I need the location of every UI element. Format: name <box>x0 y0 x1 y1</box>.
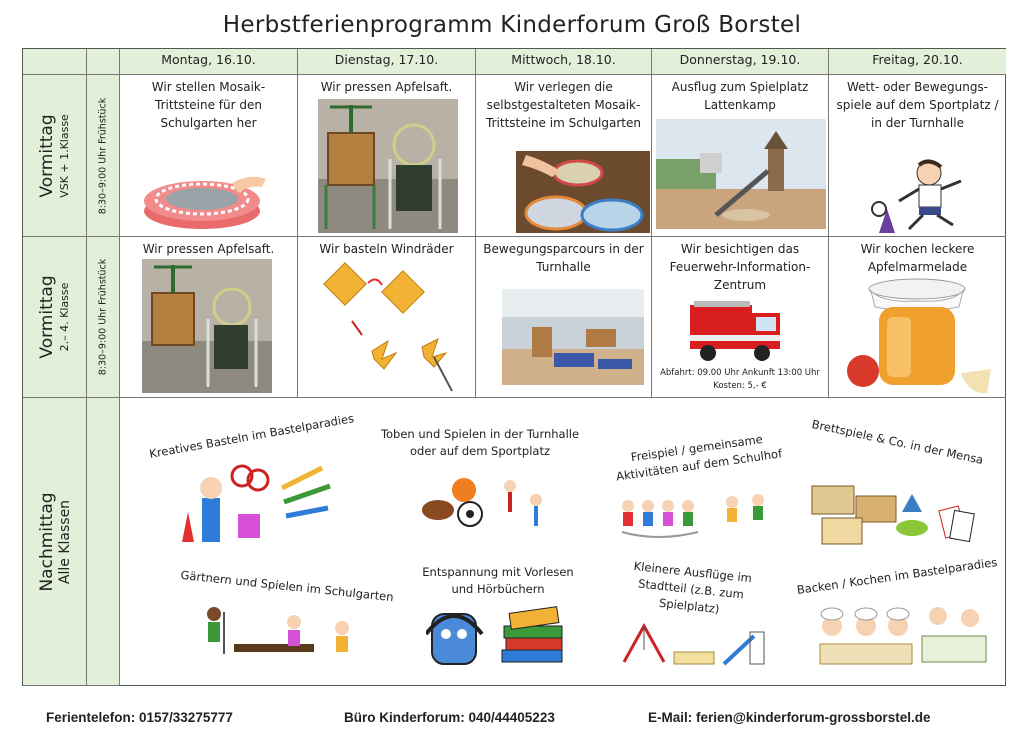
row-time-3 <box>87 398 120 686</box>
corner-cell-2 <box>87 49 120 75</box>
activity-cell <box>652 75 829 237</box>
activity-cell <box>652 237 829 398</box>
afternoon-activity: Backen / Kochen im Bastelparadies <box>795 555 999 598</box>
office-phone: Büro Kinderforum: 040/44405223 <box>344 710 555 725</box>
jam-jar-icon <box>843 277 993 395</box>
cost-note: Kosten: 5,- € <box>713 381 767 391</box>
playground-icon <box>656 119 826 229</box>
activity-text: Wir verlegen die selbstgestalteten Mosaik-Trittsteine im Schulgarten <box>486 80 641 130</box>
departure-note: Abfahrt: 09.00 Uhr Ankunft 13:00 Uhr <box>660 368 820 378</box>
activity-cell <box>476 237 652 398</box>
activity-text: Wir basteln Windräder <box>319 242 454 256</box>
activity-text: Wett- oder Bewegungs-spiele auf dem Sportplatz / in der Turnhalle <box>836 80 999 130</box>
activity-cell <box>829 75 1006 237</box>
afternoon-activity: Brettspiele & Co. in der Mensa <box>810 416 985 468</box>
cooking-kids-icon <box>812 596 992 676</box>
fruit-press-icon <box>318 99 458 233</box>
holiday-phone: Ferientelefon: 0157/33275777 <box>46 710 233 725</box>
activity-text: Wir pressen Apfelsaft. <box>320 80 453 94</box>
afternoon-activity: Entspannung mit Vorlesen und Hörbüchern <box>422 565 574 596</box>
fire-truck-icon <box>688 295 784 363</box>
day-header: Donnerstag, 19.10. <box>652 49 829 75</box>
stepping-stones-icon <box>516 151 650 233</box>
breakfast-time: 8:30–9:00 Uhr Frühstück <box>97 258 109 376</box>
activity-text: Bewegungsparcours in der Turnhalle <box>483 242 644 274</box>
activity-text: Wir besichtigen das Feuerwehr-Information-Zentrum <box>669 242 811 292</box>
row-label-vormittag-1 <box>23 75 87 237</box>
afternoon-activity: Kreatives Basteln im Bastelparadies <box>148 411 356 461</box>
row-group: VSK + 1.Klasse <box>57 113 71 198</box>
activity-cell <box>120 237 298 398</box>
board-games-icon <box>802 472 982 554</box>
gardening-icon <box>194 604 364 668</box>
email-link[interactable]: E-Mail: ferien@kinderforum-grossborstel.de <box>648 710 931 725</box>
running-boy-icon <box>869 159 973 235</box>
row-time-2 <box>87 237 120 398</box>
row-label-vormittag-2 <box>23 237 87 398</box>
row-time-1 <box>87 75 120 237</box>
activity-cell <box>829 237 1006 398</box>
row-label-nachmittag <box>23 398 87 686</box>
kids-playing-icon <box>612 492 782 542</box>
day-header: Montag, 16.10. <box>120 49 298 75</box>
activity-text: Ausflug zum Spielplatz Lattenkamp <box>671 80 809 112</box>
mosaic-stone-icon <box>140 171 280 231</box>
row-group: 2.– 4. Klasse <box>57 282 71 352</box>
breakfast-time: 8:30–9:00 Uhr Frühstück <box>97 97 109 214</box>
day-header: Freitag, 20.10. <box>829 49 1006 75</box>
row-group: Alle Klassen <box>56 499 73 584</box>
afternoon-activity: Freispiel / gemeinsame Aktivitäten auf dem Schulhof <box>615 431 783 484</box>
playground-icon <box>614 616 774 676</box>
corner-cell <box>23 49 87 75</box>
sports-balls-icon <box>420 470 550 534</box>
day-header: Dienstag, 17.10. <box>298 49 476 75</box>
page-title: Herbstferienprogramm Kinderforum Groß Borstel <box>222 12 802 38</box>
activity-text: Wir kochen leckere Apfelmarmelade <box>860 242 975 274</box>
gym-icon <box>502 289 644 385</box>
afternoon-activity: Kleinere Ausflüge im Stadtteil (z.B. zum Spielplatz) <box>633 558 753 617</box>
activity-text: Wir pressen Apfelsaft. <box>142 242 275 256</box>
activity-text: Wir stellen Mosaik-Trittsteine für den Schulgarten her <box>151 80 266 130</box>
afternoon-activity: Toben und Spielen in der Turnhalle oder auf dem Sportplatz <box>380 427 580 458</box>
activity-cell <box>298 75 476 237</box>
activity-cell <box>298 237 476 398</box>
books-icon <box>426 604 576 674</box>
schedule-table <box>22 48 1006 686</box>
afternoon-activities <box>120 398 1006 686</box>
row-title: Nachmittag <box>36 491 57 592</box>
row-title: Vormittag <box>36 113 57 198</box>
crafts-icon <box>172 458 342 554</box>
activity-cell <box>120 75 298 237</box>
fruit-press-icon <box>142 259 272 393</box>
activity-cell <box>476 75 652 237</box>
row-title: Vormittag <box>36 275 57 359</box>
afternoon-activity: Gärtnern und Spielen im Schulgarten <box>179 567 395 605</box>
pinwheel-icon <box>312 261 468 395</box>
day-header: Mittwoch, 18.10. <box>476 49 652 75</box>
